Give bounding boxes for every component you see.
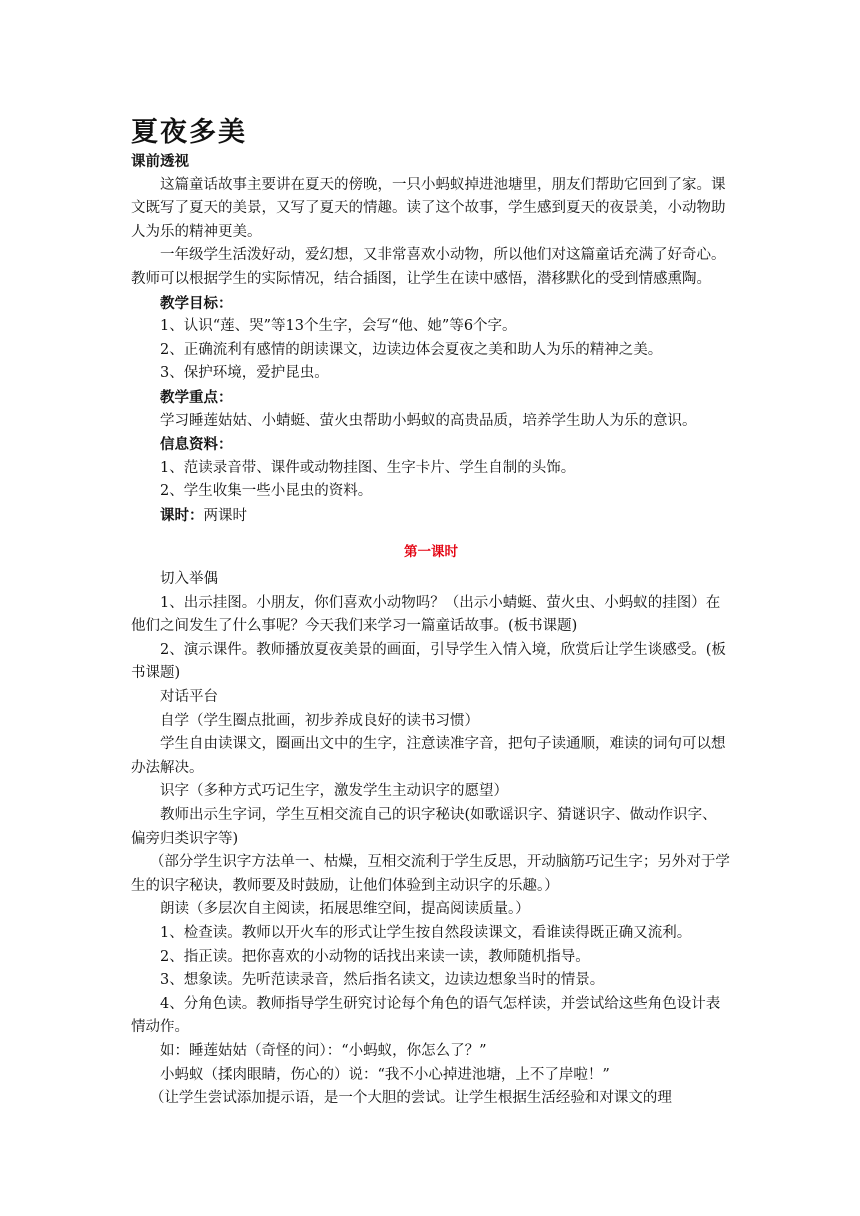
goal-item: 3、保护环境，爱护昆虫。	[160, 365, 329, 382]
self-study-text: 学生自由读课文，圈画出文中的生字，注意读准字音，把句子读通顺，难读的词句可以想办法解决。	[131, 736, 726, 776]
document-title: 夏夜多美	[131, 117, 247, 148]
period-value: 两课时	[203, 507, 247, 524]
intro-paragraph-2: 一年级学生活泼好动，爱幻想，又非常喜欢小动物，所以他们对这篇童话充满了好奇心。教师可以根据学生的实际情况，结合插图，让学生在读中感悟，潜移默化的受到情感熏陶。	[131, 247, 726, 287]
reading-label: 朗读（多层次自主阅读，拓展思维空间，提高阅读质量。）	[160, 901, 530, 918]
example-line: 如：睡莲姑姑（奇怪的问）：“小蚂蚁，你怎么了？”	[160, 1042, 487, 1059]
focus-heading: 教学重点：	[160, 388, 233, 406]
info-heading: 信息资料：	[160, 436, 233, 454]
goal-item: 2、正确流利有感情的朗读课文，边读边体会夏夜之美和助人为乐的精神之美。	[160, 341, 663, 358]
goal-item: 1、认识“莲、哭”等13个生字，会写“他、她”等6个字。	[160, 318, 517, 335]
section-heading-preview: 课前透视	[131, 153, 189, 170]
reading-item: 3、想象读。先听范读录音，然后指名读文，边读边想象当时的情景。	[160, 972, 605, 989]
lesson-step: 2、演示课件。教师播放夏夜美景的画面，引导学生入情入境，欣赏后让学生谈感受。(板书课题)	[131, 641, 726, 682]
info-item: 1、范读录音带、课件或动物挂图、生字卡片、学生自制的头饰。	[160, 459, 576, 476]
lesson-step: 1、出示挂图。小朋友，你们喜欢小动物吗？（出示小蜻蜓、萤火虫、小蚂蚁的挂图）在他们之间发生了什么事呢？今天我们来学习一篇童话故事。(板书课题)	[131, 594, 721, 635]
info-item: 2、学生收集一些小昆虫的资料。	[160, 483, 373, 500]
reading-item: 2、指正读。把你喜欢的小动物的话找出来读一读，教师随机指导。	[160, 948, 590, 965]
intro-paragraph-1: 这篇童话故事主要讲在夏天的傍晚，一只小蚂蚁掉进池塘里，朋友们帮助它回到了家。课文既写了夏天的美景，又写了夏天的情趣。读了这个故事，学生感到夏天的夜景美，小动物助人为乐的精神更美。	[131, 176, 726, 240]
period-label: 课时：	[160, 506, 204, 524]
lesson1-heading: 第一课时	[404, 543, 458, 560]
period-line	[131, 504, 731, 529]
dialog-label: 对话平台	[160, 689, 218, 706]
literacy-note: （部分学生识字方法单一、枯燥，互相交流利于学生反思，开动脑筋巧记生字；另外对于学生的识字秘诀，教师要及时鼓励，让他们体验到主动识字的乐趣。）	[131, 854, 730, 894]
example-line: 小蚂蚁（揉肉眼睛，伤心的）说：“我不小心掉进池塘，上不了岸啦！”	[160, 1066, 610, 1083]
self-study-label: 自学（学生圈点批画，初步养成良好的读书习惯）	[160, 712, 479, 729]
literacy-text: 教师出示生字词，学生互相交流自己的识字秘诀(如歌谣识字、猜谜识字、做动作识字、偏旁归类识字等)	[131, 807, 717, 847]
focus-text: 学习睡莲姑姑、小蜻蜓、萤火虫帮助小蚂蚁的高贵品质，培养学生助人为乐的意识。	[160, 412, 697, 429]
document-body	[131, 150, 731, 1111]
reading-item: 4、分角色读。教师指导学生研究讨论每个角色的语气怎样读，并尝试给这些角色设计表情动作。	[131, 995, 721, 1036]
reading-item: 1、检查读。教师以开火车的形式让学生按自然段读课文，看谁读得既正确又流利。	[160, 925, 692, 941]
intro-label: 切入举偶	[160, 571, 218, 588]
closing-note: （让学生尝试添加提示语，是一个大胆的尝试。让学生根据生活经验和对课文的理	[149, 1090, 672, 1107]
literacy-label: 识字（多种方式巧记生字，激发学生主动识字的愿望）	[160, 783, 508, 800]
goals-heading: 教学目标：	[160, 294, 233, 312]
